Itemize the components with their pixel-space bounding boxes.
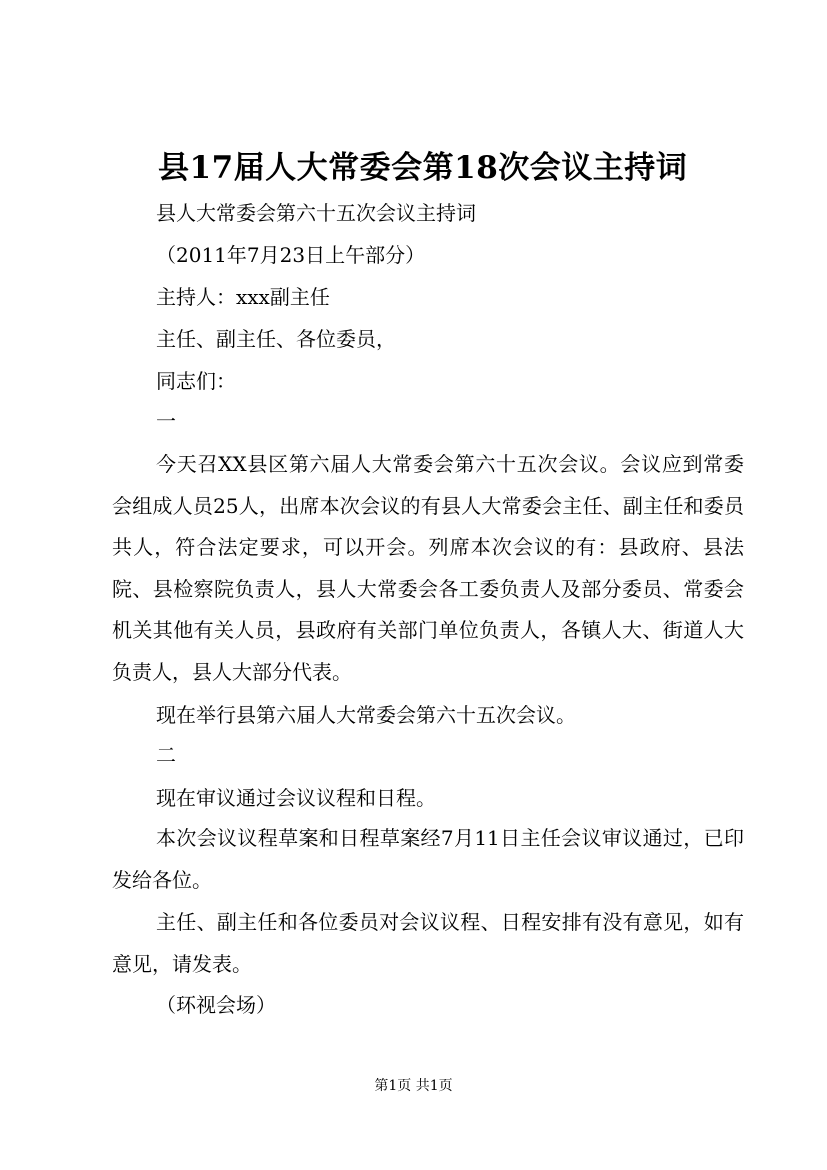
section-number-1: 一: [156, 409, 176, 433]
paragraph-opening: 今天召XX县区第六届人大常委会第六十五次会议。会议应到常委会组成人员25人，出席本次会议的有县人大常委会主任、副主任和委员共人，符合法定要求，可以开会。列席本次会议的有：县政府、县法院、县检察院负责人，县人大常委会各工委负责人及部分委员、常委会机关其他有关人员，县政府有关部门单位负责人，各镇人大、街道人大负责人，县人大部分代表。: [112, 452, 744, 684]
host-line: 主持人：xxx副主任: [156, 285, 330, 309]
paragraph-agenda-draft: 本次会议议程草案和日程草案经7月11日主任会议审议通过，已印发给各位。: [112, 826, 744, 892]
paragraph-announcement: 现在举行县第六届人大常委会第六十五次会议。: [156, 703, 576, 727]
paragraph-agenda-opinions: 主任、副主任和各位委员对会议议程、日程安排有没有意见，如有意见，请发表。: [112, 910, 744, 976]
stage-direction: （环视会场）: [156, 993, 276, 1017]
greeting-line-2: 同志们：: [156, 369, 236, 393]
section-number-2: 二: [156, 743, 176, 767]
paragraph-agenda-intro: 现在审议通过会议议程和日程。: [156, 786, 436, 810]
document-subtitle: 县人大常委会第六十五次会议主持词: [156, 201, 476, 225]
document-title: 县17届人大常委会第18次会议主持词: [158, 150, 688, 186]
greeting-line-1: 主任、副主任、各位委员，: [156, 327, 396, 351]
date-line: （2011年7月23日上午部分）: [156, 243, 426, 267]
page-footer: 第1页 共1页: [374, 1078, 453, 1094]
